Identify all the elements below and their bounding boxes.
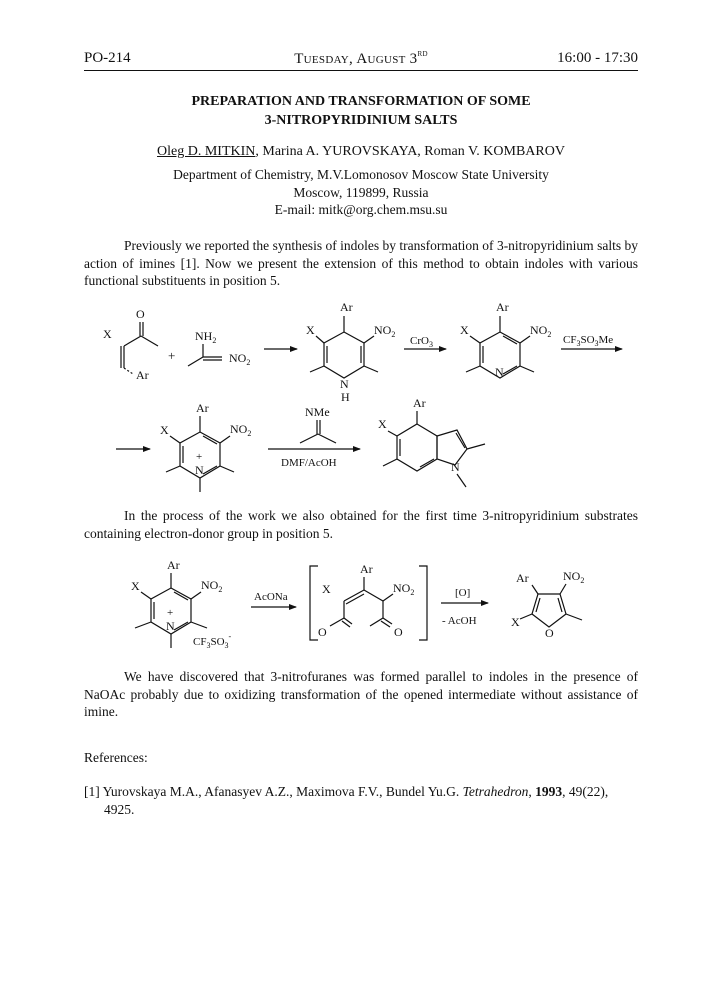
paragraph-furanes: We have discovered that 3-nitrofuranes was formed parallel to indoles in the presence of NaOAc probably due to oxidizing transformation of the opened intermediate without assistance of imine. [84,669,638,719]
reagent-oxidant: [O] [455,587,471,599]
dihydropyridine [306,300,395,404]
intermediate-aryl-label: Ar [360,562,373,576]
pyridine-nitrogen-label: N [495,365,504,379]
nitropyridine [460,300,551,379]
pyridine-aryl-label: Ar [496,300,509,314]
reference-1-rest: , 49(22), 4925. [104,784,609,817]
reagent-cro3: CrO$_3$ [410,335,433,349]
furan-nitro-label: $NO_2$ [563,569,585,585]
pyridinium-x-label: X [160,423,169,437]
indole-product [378,396,485,487]
paragraph-substrates: In the process of the work we also obtained for the first time 3-nitropyridinium substrates containing electron-donor group in position 5. [84,508,638,541]
presenting-author: Oleg D. MITKIN [157,144,256,159]
session-day-text: Tuesday, August 3 [294,51,418,67]
paper-title-line1: PREPARATION AND TRANSFORMATION OF SOME [191,94,531,109]
pyridine-x-label: X [460,323,469,337]
reagent-conditions: DMF/AcOH [281,457,337,469]
enone-oxygen-label: O [136,307,145,321]
indole-x-label: X [378,417,387,431]
paper-title-line2: 3-NITROPYRIDINIUM SALTS [264,113,458,128]
intermediate-oxygen-left: O [318,625,327,639]
affiliation-line2: Moscow, 119899, Russia [293,184,429,200]
intermediate-nitro-label: $NO_2$ [393,581,415,597]
reference-1-journal: Tetrahedron [462,784,529,799]
reference-1-year: 1993 [535,784,563,799]
enamine-reactant [188,329,250,367]
substrate-nitrogen-label: N [166,619,175,633]
poster-code: PO-214 [84,50,131,66]
enamine-nh-label: $NH_2$ [195,329,217,345]
co-authors: , Marina A. YUROVSKAYA, Roman V. KOMBAROV [255,144,565,159]
pyridine-nitro-label: $NO_2$ [530,323,552,339]
enone-reactant [103,307,158,382]
enone-x-label: X [103,327,112,341]
session-time: 16:00 - 17:30 [557,50,638,66]
pyridinium-substrate [131,558,232,650]
reference-1-number: [1] [84,784,103,799]
dhp-nitrogen-label: N [340,377,349,391]
furan-aryl-label: Ar [516,571,529,585]
plus-sign: + [168,348,176,363]
paragraph-intro: Previously we reported the synthesis of indoles by transformation of 3-nitropyridinium salts by action of imines [1]. Now we present the extension of this method to obtain indoles with various functional substituents in position 5. [84,238,638,288]
dhp-aryl-label: Ar [340,300,353,314]
pyridinium-aryl-label: Ar [196,401,209,415]
imine-label: NMe [305,405,330,419]
substrate-aryl-label: Ar [167,558,180,572]
intermediate-x-label: X [322,582,331,596]
reference-1-sep: , [528,784,536,799]
intermediate-oxygen-right: O [394,625,403,639]
enone-aryl-label: Ar [136,368,149,382]
substrate-x-label: X [131,579,140,593]
enamine-nitro-label: $NO_2$ [229,351,251,367]
affiliation-email: E-mail: mitk@org.chem.msu.su [274,202,448,217]
dhp-hydrogen-label: H [341,390,350,404]
substrate-nitro-label: $NO_2$ [201,578,223,594]
substrate-charge: + [167,607,174,619]
reagent-methylation: $CF_3SO_3Me$ [563,334,614,348]
pyridinium-nitro-label: $NO_2$ [230,422,252,438]
reference-1-authors: Yurovskaya M.A., Afanasyev A.Z., Maximova F.V., Bundel Yu.G. [102,784,463,799]
affiliation-line1: Department of Chemistry, M.V.Lomonosov Moscow State University [173,167,549,182]
imine-reagent [300,405,336,443]
reagent-loss: - AcOH [442,615,477,627]
dhp-x-label: X [306,323,315,337]
furan-oxygen-label: O [545,626,554,640]
open-intermediate [310,562,427,640]
pyridinium-charge: + [196,451,203,463]
counterion: $CF_3SO_3^-$ [193,632,232,650]
pyridinium-salt [160,401,251,492]
nitrofuran-product [511,569,584,640]
indole-aryl-label: Ar [413,396,426,410]
session-day-suffix: RD [417,50,428,58]
furan-x-label: X [511,615,520,629]
dhp-nitro-label: $NO_2$ [374,323,396,339]
reagent-acona: AcONa [254,591,288,603]
references-heading: References: [84,750,148,765]
indole-nitrogen-label: N [451,460,460,474]
pyridinium-nitrogen-label: N [195,463,204,477]
